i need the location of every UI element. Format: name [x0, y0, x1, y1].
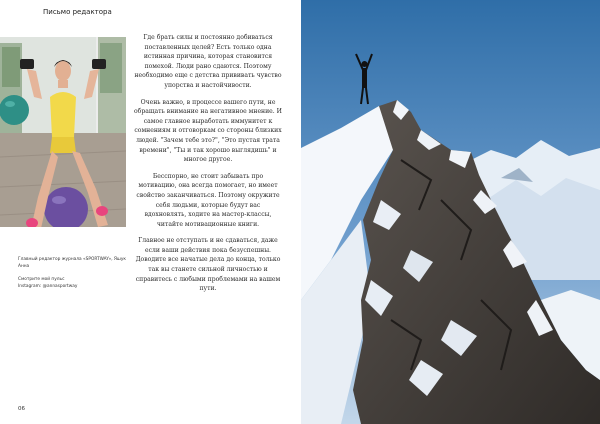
editor-photo [0, 37, 126, 227]
article-paragraph: Главное не отступать и не сдаваться, даже если ваши действия пока безуспешны. Доводите все начатые дела до конца, только так вы станете сильной личностью и справитесь с любыми проблемами на вашем пути. [135, 237, 281, 293]
article-paragraph: Где брать силы и постоянно добиваться поставленных целей? Есть только одна истинная причина, которая становится помехой. Люди рано сдаются. Поэтому необходимо еще с детства прививать чувство упорства и настойчивости. [134, 34, 282, 89]
article-paragraph: Очень важно, в процессе вашего пути, не обращать внимание на негативное мнение. И самое главное выработать иммунитет к сомнениям и отговоркам со стороны близких людей. "Зачем тебе это?", "Это пустая трата времени", "Ты и так хорошо выглядишь" и многое другое. [134, 98, 282, 164]
editor-letter-text [134, 33, 282, 301]
caption-instagram: Instagram: @annasportway [18, 284, 78, 289]
caption-role: Главный редактор журнала «SPORTWAY», Яшук Анна [18, 257, 126, 269]
page-header: Письмо редактора [43, 8, 112, 16]
caption-follow-label: Смотрите мой пульс [18, 277, 65, 282]
article-paragraph: Бесспорно, не стоит забывать про мотивацию, она всегда помогает, но имеет свойство заканчиваться. Поэтому окружите себя людьми, которые будут вас вдохновлять, ходите на мастер-классы, читайте мотивационные книги. [136, 172, 280, 228]
page-number: 06 [18, 406, 25, 412]
editor-caption [18, 256, 128, 290]
mountain-photo [301, 0, 600, 424]
